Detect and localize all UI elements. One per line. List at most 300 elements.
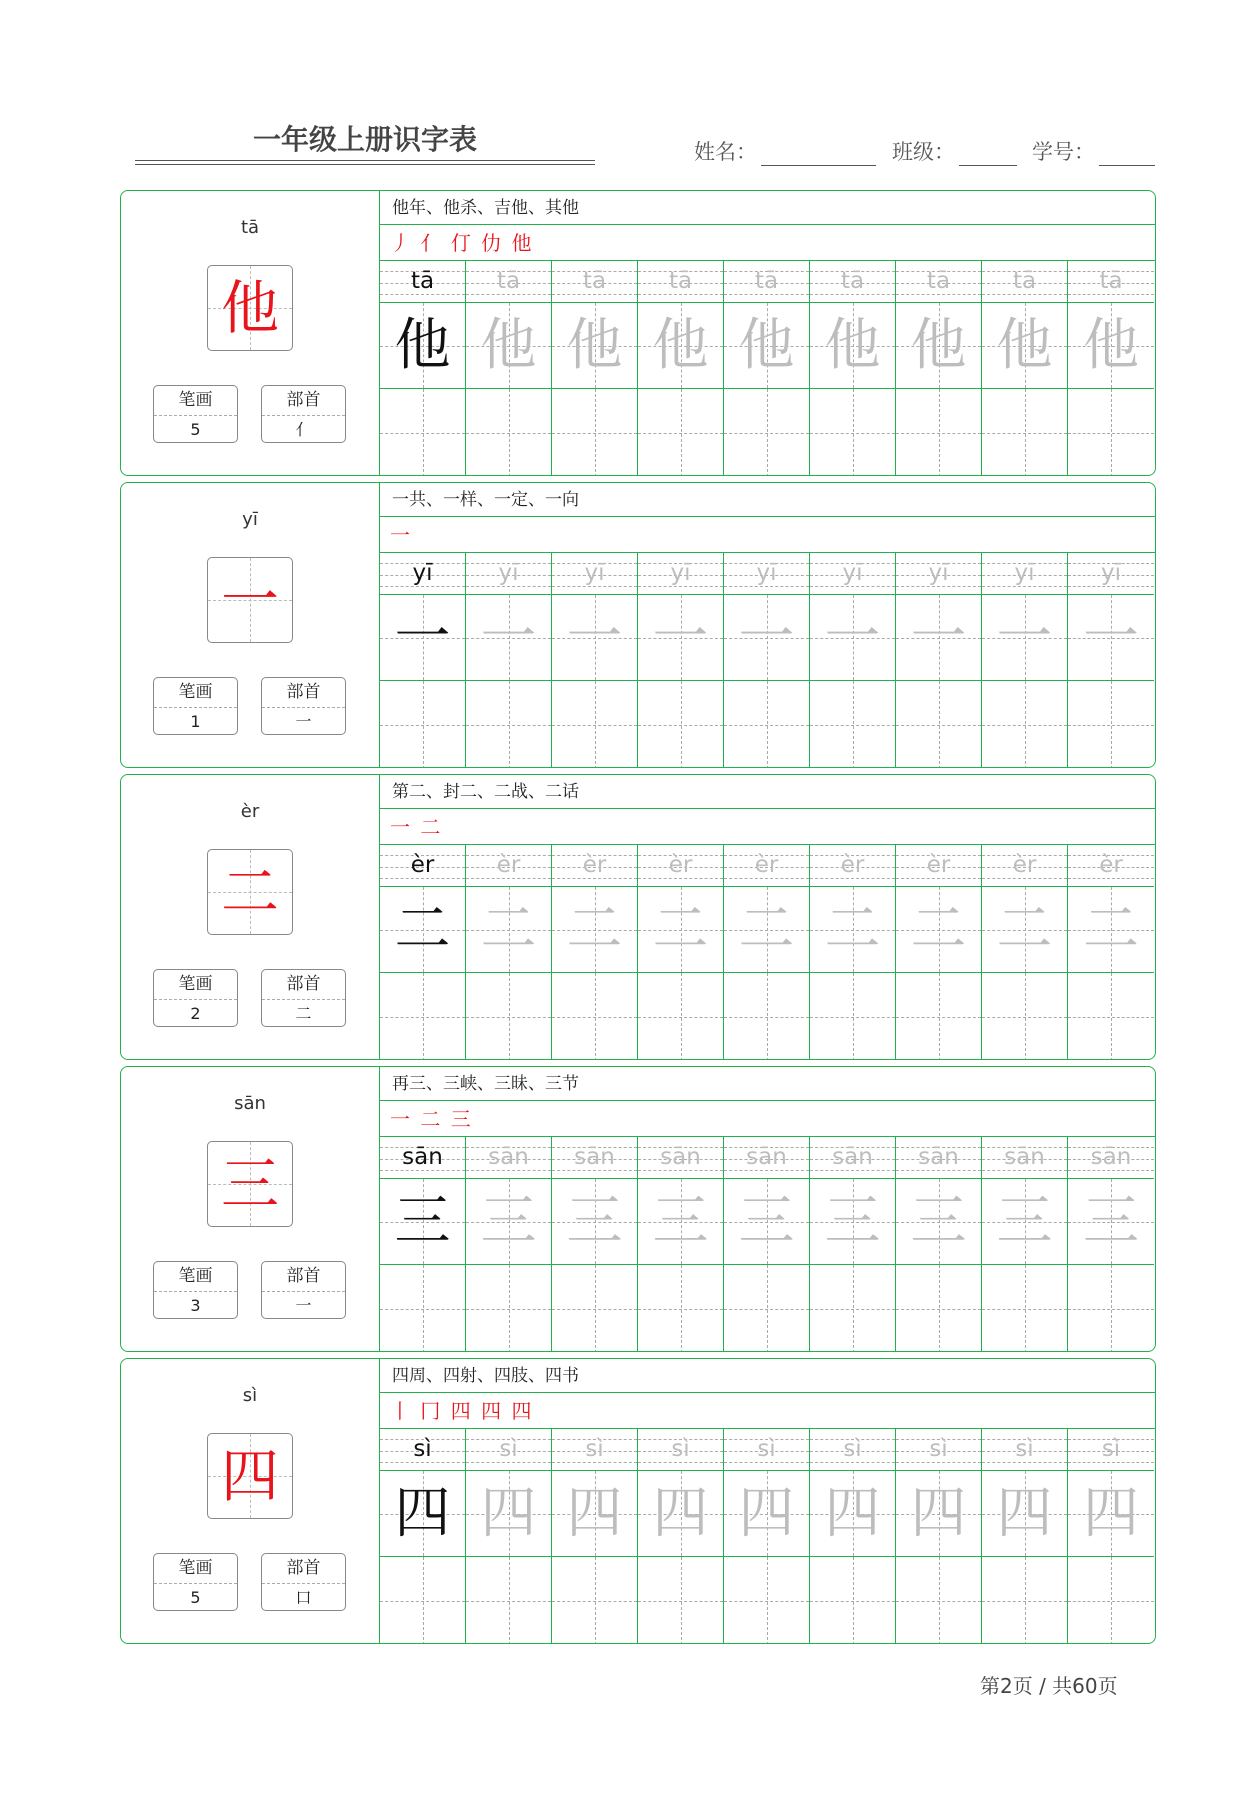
pinyin-cell[interactable]: [552, 1429, 637, 1471]
radical-label: 部首: [262, 386, 345, 416]
char-trace: 二: [824, 896, 881, 962]
title-underline: [135, 160, 595, 165]
char-display: 三: [220, 1150, 279, 1218]
pinyin-cell[interactable]: [724, 261, 809, 303]
practice-column: [982, 1137, 1068, 1351]
pinyin-cell[interactable]: [552, 845, 637, 887]
char-display: 二: [220, 858, 279, 926]
char-blank-cell[interactable]: [552, 1265, 637, 1352]
char-pinyin: èr: [240, 801, 260, 822]
char-trace-cell[interactable]: [638, 595, 723, 681]
radical-value: 口: [295, 1588, 312, 1607]
char-trace-cell[interactable]: [982, 1179, 1067, 1265]
radical-box: [261, 385, 346, 443]
pinyin-text: sān: [832, 1144, 873, 1170]
char-blank-cell[interactable]: [896, 389, 981, 476]
char-display-box: [207, 1141, 293, 1227]
char-trace: 一: [652, 604, 709, 670]
page-title: 一年级上册识字表: [252, 123, 477, 156]
char-trace-cell[interactable]: [810, 303, 895, 389]
practice-grid: [380, 1429, 1155, 1643]
char-blank-cell[interactable]: [466, 389, 551, 476]
char-trace-cell[interactable]: [810, 1179, 895, 1265]
char-pinyin: yī: [242, 509, 258, 530]
practice-column: [380, 553, 466, 767]
class-field[interactable]: [892, 136, 1017, 166]
char-trace-cell[interactable]: [466, 303, 551, 389]
char-blank-cell[interactable]: [1068, 1265, 1154, 1352]
pinyin-cell[interactable]: [380, 553, 465, 595]
char-blank-cell[interactable]: [380, 1557, 465, 1644]
pinyin-cell[interactable]: [380, 1137, 465, 1179]
char-trace-cell[interactable]: [1068, 595, 1154, 681]
pinyin-cell[interactable]: [380, 261, 465, 303]
pinyin-cell[interactable]: [982, 261, 1067, 303]
char-trace-cell[interactable]: [466, 1179, 551, 1265]
class-blank[interactable]: [959, 143, 1017, 166]
stroke-step: 一: [390, 523, 412, 547]
pinyin-cell[interactable]: [724, 1137, 809, 1179]
practice-panel: [380, 1359, 1155, 1643]
pinyin-text: sān: [488, 1144, 529, 1170]
pinyin-text: yī: [412, 560, 433, 586]
pinyin-cell[interactable]: [466, 1429, 551, 1471]
pinyin-text: tā: [926, 268, 951, 294]
pinyin-cell[interactable]: [638, 1137, 723, 1179]
char-blank-cell[interactable]: [552, 389, 637, 476]
practice-column: [380, 1429, 466, 1643]
pinyin-cell[interactable]: [724, 553, 809, 595]
stroke-step: 他: [511, 231, 534, 255]
pinyin-cell[interactable]: [552, 1137, 637, 1179]
char-trace: 四: [480, 1480, 537, 1546]
pinyin-text: tā: [754, 268, 779, 294]
char-trace: 四: [566, 1480, 623, 1546]
stroke-count-label: 笔画: [154, 1262, 237, 1292]
character-card: [120, 774, 1156, 1060]
pinyin-text: yī: [670, 560, 691, 586]
char-blank-cell[interactable]: [896, 1265, 981, 1352]
practice-column: [810, 553, 896, 767]
pinyin-text: èr: [496, 852, 521, 878]
stroke-order: [380, 517, 1155, 553]
char-trace: 四: [824, 1480, 881, 1546]
char-blank-cell[interactable]: [380, 389, 465, 476]
char-trace-cell[interactable]: [896, 1179, 981, 1265]
char-blank-cell[interactable]: [380, 973, 465, 1060]
pinyin-text: yī: [756, 560, 777, 586]
pinyin-text: sān: [574, 1144, 615, 1170]
pinyin-text: sān: [746, 1144, 787, 1170]
char-display-box: [207, 1433, 293, 1519]
pinyin-cell[interactable]: [638, 1429, 723, 1471]
char-trace-cell[interactable]: [380, 887, 465, 973]
stroke-step: 冂: [420, 1399, 443, 1423]
pinyin-cell[interactable]: [1068, 1137, 1154, 1179]
char-blank-cell[interactable]: [982, 389, 1067, 476]
pinyin-cell[interactable]: [552, 553, 637, 595]
radical-label: 部首: [262, 678, 345, 708]
char-trace-cell[interactable]: [552, 887, 637, 973]
char-blank-cell[interactable]: [380, 1265, 465, 1352]
char-trace: 二: [566, 896, 623, 962]
pinyin-text: sì: [1101, 1436, 1121, 1462]
card-info-panel: [121, 483, 380, 767]
stroke-count-value: 5: [190, 420, 201, 439]
practice-column: [982, 261, 1068, 475]
char-trace: 二: [394, 896, 451, 962]
char-blank-cell[interactable]: [466, 1557, 551, 1644]
char-trace-cell[interactable]: [638, 303, 723, 389]
char-blank-cell[interactable]: [896, 681, 981, 768]
char-blank-cell[interactable]: [638, 973, 723, 1060]
practice-column: [380, 845, 466, 1059]
pinyin-text: sì: [413, 1436, 432, 1462]
stroke-step: 一: [390, 1107, 412, 1131]
char-blank-cell[interactable]: [810, 389, 895, 476]
char-trace-cell[interactable]: [896, 303, 981, 389]
practice-panel: [380, 775, 1155, 1059]
stroke-count-label: 笔画: [154, 678, 237, 708]
radical-label: 部首: [262, 1554, 345, 1584]
char-blank-cell[interactable]: [1068, 681, 1154, 768]
radical-value: 二: [295, 1004, 312, 1023]
char-trace-cell[interactable]: [552, 595, 637, 681]
id-field[interactable]: [1032, 136, 1155, 166]
char-trace-cell[interactable]: [982, 1471, 1067, 1557]
pinyin-cell[interactable]: [638, 553, 723, 595]
practice-column: [638, 553, 724, 767]
radical-value: 亻: [295, 420, 312, 439]
pinyin-cell[interactable]: [466, 1137, 551, 1179]
char-trace: 二: [480, 896, 537, 962]
char-blank-cell[interactable]: [810, 973, 895, 1060]
char-blank-cell[interactable]: [982, 1557, 1067, 1644]
pinyin-cell[interactable]: [810, 261, 895, 303]
practice-panel: [380, 191, 1155, 475]
stroke-step: 仃: [450, 231, 473, 255]
char-blank-cell[interactable]: [1068, 973, 1154, 1060]
char-trace-cell[interactable]: [552, 303, 637, 389]
pinyin-text: tā: [496, 268, 521, 294]
char-display: 四: [220, 1442, 279, 1510]
pinyin-cell[interactable]: [982, 553, 1067, 595]
char-trace: 四: [996, 1480, 1053, 1546]
char-trace-cell[interactable]: [466, 887, 551, 973]
practice-column: [1068, 845, 1154, 1059]
pinyin-text: sān: [1004, 1144, 1045, 1170]
pinyin-text: tā: [582, 268, 607, 294]
pinyin-text: yī: [1100, 560, 1121, 586]
char-trace-cell[interactable]: [982, 887, 1067, 973]
char-trace-cell[interactable]: [1068, 1179, 1154, 1265]
practice-column: [380, 261, 466, 475]
char-trace: 三: [394, 1188, 451, 1254]
char-trace-cell[interactable]: [724, 303, 809, 389]
char-trace-cell[interactable]: [380, 1179, 465, 1265]
pinyin-text: yī: [498, 560, 519, 586]
char-trace-cell[interactable]: [896, 595, 981, 681]
practice-column: [896, 845, 982, 1059]
pinyin-text: sān: [660, 1144, 701, 1170]
radical-value: 一: [295, 1296, 312, 1315]
char-trace-cell[interactable]: [466, 595, 551, 681]
pinyin-text: yī: [1014, 560, 1035, 586]
char-trace-cell[interactable]: [896, 1471, 981, 1557]
char-blank-cell[interactable]: [552, 681, 637, 768]
char-blank-cell[interactable]: [724, 1557, 809, 1644]
char-trace: 四: [738, 1480, 795, 1546]
char-blank-cell[interactable]: [638, 1557, 723, 1644]
pinyin-text: sān: [1090, 1144, 1132, 1170]
char-blank-cell[interactable]: [982, 1265, 1067, 1352]
char-trace-cell[interactable]: [1068, 1471, 1154, 1557]
char-trace-cell[interactable]: [380, 595, 465, 681]
char-blank-cell[interactable]: [1068, 1557, 1154, 1644]
char-blank-cell[interactable]: [810, 681, 895, 768]
pinyin-text: sì: [585, 1436, 604, 1462]
stroke-count-box: [153, 1261, 238, 1319]
char-trace-cell[interactable]: [466, 1471, 551, 1557]
char-trace: 四: [652, 1480, 709, 1546]
char-blank-cell[interactable]: [466, 1265, 551, 1352]
char-trace: 他: [996, 312, 1053, 378]
pinyin-cell[interactable]: [1068, 845, 1154, 887]
pinyin-cell[interactable]: [810, 553, 895, 595]
pinyin-cell[interactable]: [810, 845, 895, 887]
practice-column: [724, 1429, 810, 1643]
char-trace-cell[interactable]: [896, 887, 981, 973]
char-trace: 一: [824, 604, 881, 670]
stroke-count-box: [153, 969, 238, 1027]
pinyin-text: sì: [671, 1436, 690, 1462]
char-trace: 一: [394, 604, 451, 670]
practice-column: [552, 1137, 638, 1351]
pinyin-cell[interactable]: [724, 845, 809, 887]
example-words: 他年、他杀、吉他、其他: [380, 191, 1155, 225]
char-trace-cell[interactable]: [724, 595, 809, 681]
name-label: 姓名：: [694, 140, 757, 164]
pinyin-cell[interactable]: [982, 1137, 1067, 1179]
char-pinyin: sì: [242, 1385, 258, 1406]
practice-column: [810, 1137, 896, 1351]
practice-grid: [380, 845, 1155, 1059]
pinyin-text: èr: [754, 852, 779, 878]
radical-label: 部首: [262, 1262, 345, 1292]
id-blank[interactable]: [1099, 143, 1155, 166]
char-trace-cell[interactable]: [552, 1471, 637, 1557]
char-trace-cell[interactable]: [810, 595, 895, 681]
pinyin-cell[interactable]: [896, 845, 981, 887]
char-trace-cell[interactable]: [1068, 303, 1154, 389]
char-trace: 他: [394, 312, 451, 378]
char-trace-cell[interactable]: [810, 887, 895, 973]
practice-column: [896, 1137, 982, 1351]
char-trace-cell[interactable]: [638, 1471, 723, 1557]
character-card: [120, 1066, 1156, 1352]
char-blank-cell[interactable]: [638, 1265, 723, 1352]
practice-grid: [380, 1137, 1155, 1351]
char-trace-cell[interactable]: [638, 887, 723, 973]
practice-column: [638, 1429, 724, 1643]
radical-box: [261, 677, 346, 735]
char-display-box: [207, 849, 293, 935]
char-blank-cell[interactable]: [982, 973, 1067, 1060]
pinyin-cell[interactable]: [896, 553, 981, 595]
practice-column: [724, 261, 810, 475]
practice-column: [982, 1429, 1068, 1643]
stroke-order: [380, 809, 1155, 845]
stroke-step: 四: [481, 1399, 504, 1423]
char-display: 他: [220, 274, 279, 342]
char-trace: 他: [566, 312, 623, 378]
practice-column: [638, 845, 724, 1059]
char-trace-cell[interactable]: [724, 887, 809, 973]
pinyin-cell[interactable]: [810, 1137, 895, 1179]
char-display-box: [207, 557, 293, 643]
char-blank-cell[interactable]: [724, 973, 809, 1060]
radical-box: [261, 1261, 346, 1319]
pinyin-text: èr: [582, 852, 607, 878]
practice-column: [1068, 553, 1154, 767]
practice-column: [810, 261, 896, 475]
class-label: 班级：: [892, 140, 955, 164]
char-blank-cell[interactable]: [552, 1557, 637, 1644]
stroke-count-box: [153, 385, 238, 443]
pinyin-cell[interactable]: [1068, 261, 1154, 303]
stroke-count-value: 2: [190, 1004, 201, 1023]
char-blank-cell[interactable]: [1068, 389, 1154, 476]
pinyin-cell[interactable]: [1068, 1429, 1154, 1471]
example-words: 再三、三峡、三昧、三节: [380, 1067, 1155, 1101]
char-trace-cell[interactable]: [380, 303, 465, 389]
char-display-box: [207, 265, 293, 351]
char-blank-cell[interactable]: [380, 681, 465, 768]
pinyin-text: yī: [842, 560, 863, 586]
pinyin-text: tā: [668, 268, 693, 294]
pinyin-cell[interactable]: [380, 845, 465, 887]
char-blank-cell[interactable]: [896, 973, 981, 1060]
pinyin-text: èr: [410, 852, 435, 878]
char-blank-cell[interactable]: [896, 1557, 981, 1644]
practice-column: [552, 261, 638, 475]
char-blank-cell[interactable]: [724, 389, 809, 476]
stroke-order: [380, 1101, 1155, 1137]
stroke-step: 二: [420, 1107, 443, 1131]
pinyin-cell[interactable]: [896, 261, 981, 303]
radical-box: [261, 1553, 346, 1611]
card-info-panel: [121, 775, 380, 1059]
pinyin-cell[interactable]: [982, 845, 1067, 887]
char-blank-cell[interactable]: [638, 681, 723, 768]
stroke-step: 二: [420, 815, 443, 839]
pinyin-cell[interactable]: [1068, 553, 1154, 595]
practice-column: [1068, 1137, 1154, 1351]
name-field[interactable]: [694, 136, 876, 166]
pinyin-cell[interactable]: [896, 1137, 981, 1179]
character-card: [120, 1358, 1156, 1644]
char-trace-cell[interactable]: [810, 1471, 895, 1557]
card-info-panel: [121, 1359, 380, 1643]
char-trace-cell[interactable]: [724, 1179, 809, 1265]
char-trace-cell[interactable]: [638, 1179, 723, 1265]
stroke-step: 亻: [420, 231, 443, 255]
pinyin-cell[interactable]: [810, 1429, 895, 1471]
char-trace-cell[interactable]: [982, 303, 1067, 389]
pinyin-text: èr: [1012, 852, 1037, 878]
char-blank-cell[interactable]: [810, 1265, 895, 1352]
pinyin-cell[interactable]: [638, 261, 723, 303]
char-trace: 三: [824, 1188, 881, 1254]
char-blank-cell[interactable]: [466, 681, 551, 768]
practice-column: [466, 261, 552, 475]
practice-column: [552, 553, 638, 767]
char-blank-cell[interactable]: [466, 973, 551, 1060]
practice-column: [380, 1137, 466, 1351]
pinyin-cell[interactable]: [380, 1429, 465, 1471]
char-trace: 一: [566, 604, 623, 670]
char-blank-cell[interactable]: [552, 973, 637, 1060]
char-display: 一: [220, 566, 279, 634]
char-trace-cell[interactable]: [552, 1179, 637, 1265]
stroke-order: [380, 225, 1155, 261]
name-blank[interactable]: [761, 143, 876, 166]
pinyin-text: sì: [1015, 1436, 1034, 1462]
pinyin-cell[interactable]: [466, 845, 551, 887]
pinyin-cell[interactable]: [552, 261, 637, 303]
practice-column: [896, 1429, 982, 1643]
pinyin-cell[interactable]: [466, 261, 551, 303]
pinyin-text: tā: [410, 268, 435, 294]
pinyin-cell[interactable]: [724, 1429, 809, 1471]
char-trace-cell[interactable]: [380, 1471, 465, 1557]
stroke-count-value: 5: [190, 1588, 201, 1607]
char-trace: 一: [480, 604, 537, 670]
char-blank-cell[interactable]: [638, 389, 723, 476]
stroke-order: [380, 1393, 1155, 1429]
char-trace-cell[interactable]: [1068, 887, 1154, 973]
char-trace-cell[interactable]: [724, 1471, 809, 1557]
practice-column: [466, 845, 552, 1059]
char-trace: 四: [1083, 1480, 1139, 1546]
practice-column: [724, 553, 810, 767]
char-trace-cell[interactable]: [982, 595, 1067, 681]
pinyin-text: yī: [584, 560, 605, 586]
char-blank-cell[interactable]: [982, 681, 1067, 768]
pinyin-cell[interactable]: [896, 1429, 981, 1471]
char-trace: 四: [910, 1480, 967, 1546]
practice-column: [896, 553, 982, 767]
pinyin-cell[interactable]: [982, 1429, 1067, 1471]
char-trace: 他: [910, 312, 967, 378]
char-trace: 二: [910, 896, 967, 962]
pinyin-text: sì: [499, 1436, 518, 1462]
stroke-count-box: [153, 677, 238, 735]
stroke-step: 三: [450, 1107, 473, 1131]
char-trace: 三: [480, 1188, 537, 1254]
char-trace: 二: [738, 896, 795, 962]
stroke-count-box: [153, 1553, 238, 1611]
char-trace: 一: [1083, 604, 1139, 670]
pinyin-cell[interactable]: [638, 845, 723, 887]
char-blank-cell[interactable]: [810, 1557, 895, 1644]
pinyin-cell[interactable]: [466, 553, 551, 595]
char-blank-cell[interactable]: [724, 1265, 809, 1352]
char-blank-cell[interactable]: [724, 681, 809, 768]
pinyin-text: yī: [928, 560, 949, 586]
stroke-step: 四: [511, 1399, 534, 1423]
practice-column: [724, 1137, 810, 1351]
